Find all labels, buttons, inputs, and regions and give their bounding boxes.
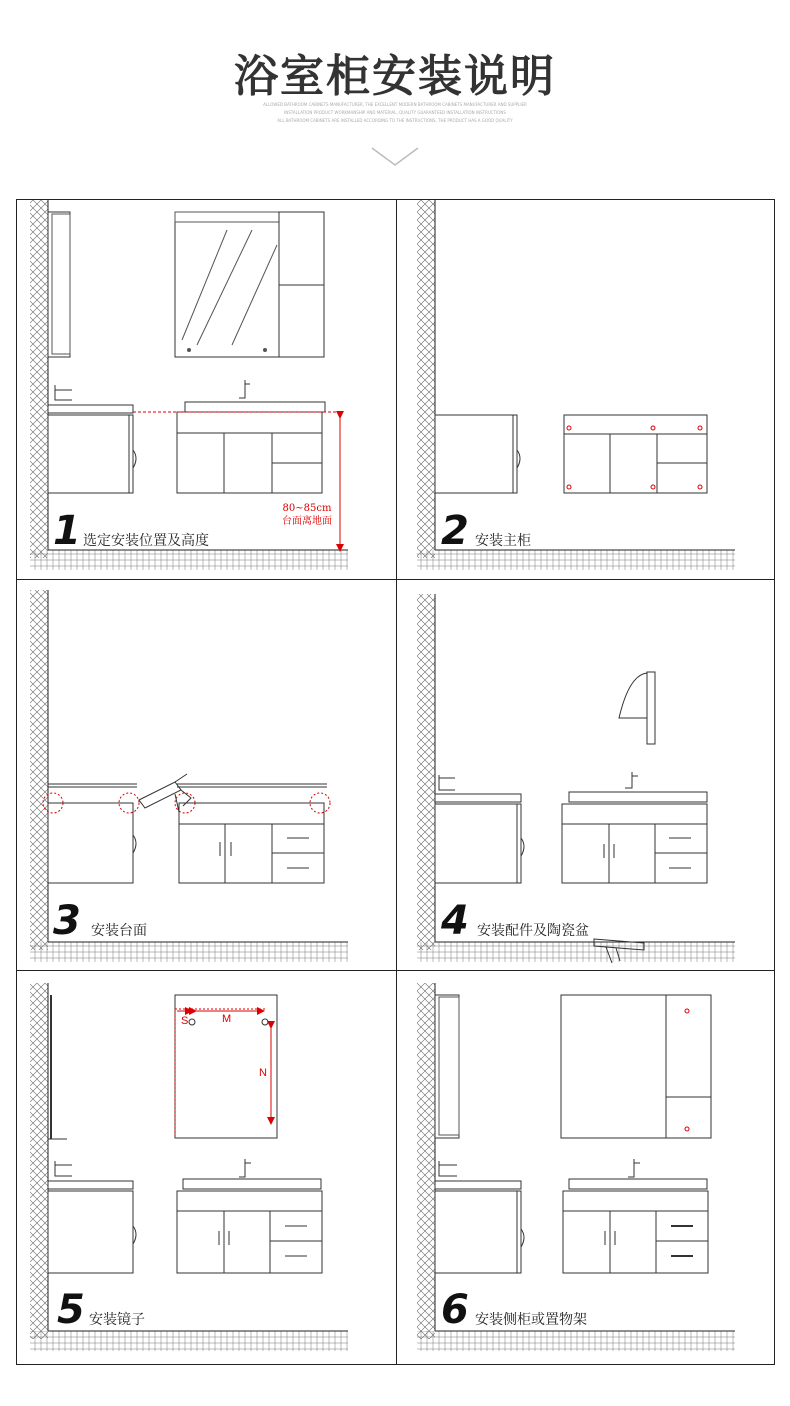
- step-1-label: 选定安装位置及高度: [83, 533, 209, 549]
- dimension-n-label: N: [259, 1067, 267, 1079]
- step-1-panel: [17, 200, 396, 589]
- step-6-label: 安装侧柜或置物架: [475, 1312, 587, 1328]
- subtitle-line: INSTALLATION PRODUCT WORKMANSHIP AND MATERIAL, QUALITY GUARANTEED INSTALLATION INSTRUCTIONS: [284, 110, 506, 115]
- chevron-down-icon: [370, 145, 420, 169]
- header: [0, 0, 790, 190]
- step-3-panel: [17, 580, 396, 969]
- step-4-number: 4: [441, 898, 469, 944]
- step-2-label: 安装主柜: [475, 533, 531, 549]
- subtitle-line: ALLOWED BATHROOM CABINETS MANUFACTURER, THE EXCELLENT MODERN BATHROOM CABINETS MANUFACTURER AND SUPPLIER: [263, 102, 527, 107]
- step-6-panel: [397, 971, 776, 1360]
- step-6-number: 6: [441, 1287, 469, 1333]
- dimension-s-label: S: [181, 1015, 189, 1027]
- step-4-label: 安装配件及陶瓷盆: [477, 923, 589, 939]
- instruction-grid: [16, 199, 775, 1365]
- caulk-gun-icon: [592, 933, 662, 973]
- step-4-panel: [397, 580, 776, 969]
- page-title: 浴室柜安装说明: [234, 51, 556, 102]
- caulk-gun-icon: [135, 772, 195, 822]
- step-3-label: 安装台面: [91, 923, 147, 939]
- subtitle-line: ALL BATHROOM CABINETS ARE INSTALLED ACCORDING TO THE INSTRUCTIONS, THE PRODUCT HAS A GOOD QUALITY: [277, 118, 513, 123]
- step-5-panel: [17, 971, 396, 1360]
- dimension-m-label: M: [222, 1013, 232, 1025]
- step-1-number: 1: [53, 508, 81, 554]
- step-2-number: 2: [441, 508, 469, 554]
- step-5-number: 5: [57, 1287, 85, 1333]
- step-2-panel: [397, 200, 776, 589]
- step-5-label: 安装镜子: [89, 1312, 145, 1328]
- step-3-number: 3: [53, 898, 81, 944]
- height-note: 80~85cm 台面离地面: [282, 503, 332, 527]
